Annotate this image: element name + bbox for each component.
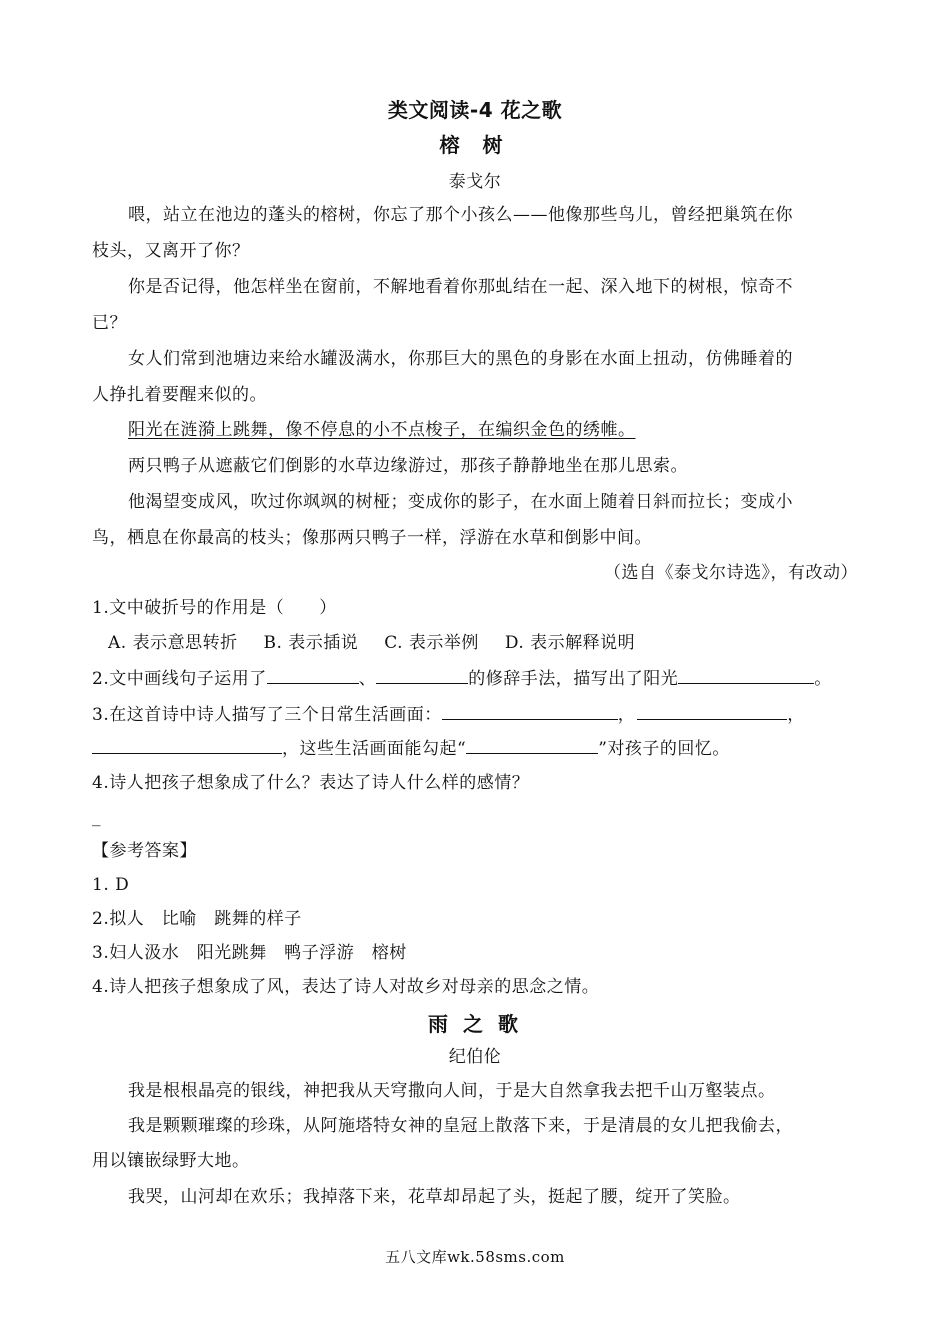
page-title: 类文阅读-4 花之歌	[387, 98, 563, 122]
question-3-text: ”对孩子的回忆。	[598, 739, 730, 759]
paragraph-line: 鸟，栖息在你最高的枝头；像那两只鸭子一样，浮游在水草和倒影中间。	[92, 528, 652, 548]
answer-blank[interactable]	[376, 667, 468, 684]
paragraph-line: 人挣扎着要醒来似的。	[92, 385, 267, 405]
question-2	[92, 667, 832, 690]
paragraph-line: 两只鸭子从遮蔽它们倒影的水草边缘游过，那孩子静静地坐在那儿思索。	[128, 456, 688, 476]
question-3-text: 3.在这首诗中诗人描写了三个日常生活画面：	[92, 705, 442, 725]
paragraph-line: 你是否记得，他怎样坐在窗前，不解地看着你那虬结在一起、深入地下的树根，惊奇不	[128, 277, 793, 297]
poem1-author: 泰戈尔	[448, 172, 502, 192]
question-3-text: ，	[787, 705, 805, 725]
question-3-text: ，这些生活画面能勾起“	[282, 739, 467, 759]
answer-blank[interactable]	[466, 737, 598, 754]
answer-1: 1. D	[92, 875, 130, 895]
paragraph-line: 枝头，又离开了你？	[92, 241, 250, 261]
answer-4: 4.诗人把孩子想象成了风，表达了诗人对故乡对母亲的思念之情。	[92, 977, 600, 997]
option-d: D. 表示解释说明	[504, 633, 636, 653]
question-3-text: ，	[617, 705, 636, 725]
underlined-sentence: 阳光在涟漪上跳舞，像不停息的小不点梭子，在编织金色的绣帷。	[128, 420, 636, 440]
answer-blank[interactable]	[442, 703, 618, 720]
paragraph-line: 女人们常到池塘边来给水罐汲满水，你那巨大的黑色的身影在水面上扭动，仿佛睡着的	[128, 349, 793, 369]
question-2-text: 、	[358, 669, 377, 689]
paragraph-line: 喂，站立在池边的蓬头的榕树，你忘了那个小孩么——他像那些鸟儿，曾经把巢筑在你	[128, 205, 793, 225]
answer-blank[interactable]	[678, 667, 814, 684]
paragraph-line: 我是根根晶亮的银线，神把我从天穹撒向人间，于是大自然拿我去把千山万壑装点。	[128, 1081, 776, 1101]
paragraph-line: 我是颗颗璀璨的珍珠，从阿施塔特女神的皇冠上散落下来，于是清晨的女儿把我偷去，	[128, 1116, 793, 1136]
footer-watermark: 五八文库wk.58sms.com	[385, 1248, 565, 1266]
question-1: 1.文中破折号的作用是（ ）	[92, 598, 337, 618]
answer-blank[interactable]	[637, 703, 787, 720]
paragraph-line: 我哭，山河却在欢乐；我掉落下来，花草却昂起了头，挺起了腰，绽开了笑脸。	[128, 1187, 741, 1207]
answer-blank[interactable]	[267, 667, 359, 684]
question-4: 4.诗人把孩子想象成了什么？表达了诗人什么样的感情？	[92, 773, 530, 793]
answer-2: 2.拟人 比喻 跳舞的样子	[92, 909, 302, 929]
paragraph-line: 已？	[92, 313, 127, 333]
answers-heading: 【参考答案】	[92, 841, 197, 861]
option-b: B. 表示插说	[263, 633, 359, 653]
poem2-author: 纪伯伦	[448, 1047, 502, 1067]
answer-blank[interactable]	[92, 737, 282, 754]
poem1-title: 榕 树	[439, 133, 511, 157]
paragraph-line: 用以镶嵌绿野大地。	[92, 1151, 250, 1171]
poem2-title: 雨 之 歌	[428, 1012, 522, 1036]
answer-dash: _	[92, 807, 101, 827]
question-2-text: 的修辞手法，描写出了阳光	[468, 669, 679, 689]
question-2-text: 。	[814, 669, 832, 689]
option-c: C. 表示举例	[384, 633, 479, 653]
option-a: A. 表示意思转折	[108, 633, 238, 653]
answer-3: 3.妇人汲水 阳光跳舞 鸭子浮游 榕树	[92, 943, 407, 963]
poem1-source: （选自《泰戈尔诗选》，有改动）	[604, 563, 858, 583]
question-3-line1	[92, 703, 805, 726]
question-2-text: 2.文中画线句子运用了	[92, 669, 267, 689]
question-3-line2	[92, 737, 730, 760]
question-1-options	[108, 632, 635, 654]
paragraph-line: 他渴望变成风，吹过你飒飒的树桠；变成你的影子，在水面上随着日斜而拉长；变成小	[128, 492, 793, 512]
